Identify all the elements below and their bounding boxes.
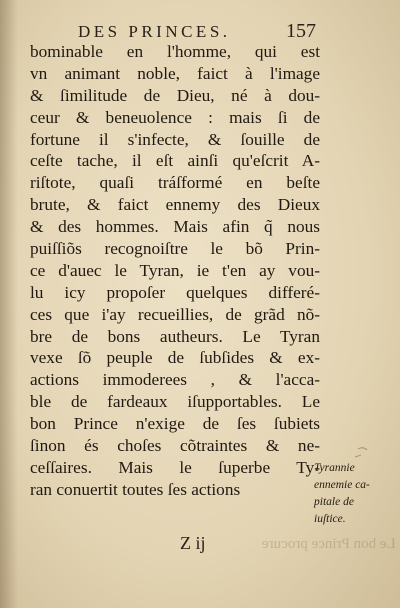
text-line: ran conuertit toutes ſes actions bbox=[30, 479, 241, 499]
text-line: & ſimilitude de Dieu, né à dou- bbox=[30, 85, 320, 105]
text-line: ceſſaires. Mais le ſuperbe Ty- bbox=[30, 457, 320, 477]
margin-note-line: iuſtice. bbox=[314, 513, 346, 525]
text-line: vexe ſõ peuple de ſubſides & ex- bbox=[30, 348, 320, 368]
text-line: puiſſiõs recognoiſtre le bõ Prin- bbox=[30, 239, 320, 259]
text-line: brute, & faict ennemy des Dieux bbox=[30, 195, 320, 215]
text-line: actions immoderees , & l'acca- bbox=[30, 370, 320, 390]
margin-note-line: pitale de bbox=[314, 496, 354, 508]
text-line: & des hommes. Mais afin q̃ nous bbox=[30, 217, 320, 237]
body-text bbox=[30, 41, 320, 501]
text-line: bre de bons autheurs. Le Tyran bbox=[30, 326, 320, 346]
text-line: ceſte tache, il eſt ainſi qu'eſcrit A- bbox=[30, 151, 320, 171]
text-line: bominable en l'homme, qui est bbox=[30, 42, 320, 61]
page-number: 157 bbox=[286, 20, 316, 42]
text-line: riſtote, quaſi tráſformé en beſte bbox=[30, 173, 320, 193]
text-line: ce d'auec le Tyran, ie t'en ay vou- bbox=[30, 260, 320, 280]
bleed-through-text: Le bon Prince procure bbox=[262, 536, 396, 552]
running-title: DES PRINCES. bbox=[78, 22, 231, 41]
margin-note-line: Tyrannie bbox=[314, 462, 355, 474]
text-line: ceur & beneuolence : mais ſi de bbox=[30, 107, 320, 127]
signature-mark: Z ij bbox=[180, 533, 206, 553]
text-line: vn animant noble, faict à l'image bbox=[30, 63, 320, 83]
text-line: ſinon és choſes cõtraintes & ne- bbox=[30, 436, 320, 456]
margin-note bbox=[314, 460, 394, 528]
text-line: bon Prince n'exige de ſes ſubiets bbox=[30, 414, 320, 434]
text-line: fortune il s'infecte, & ſouille de bbox=[30, 129, 320, 149]
text-line: lu icy propoſer quelques differé- bbox=[30, 282, 320, 302]
text-line: ces que i'ay recueillies, de grãd nõ- bbox=[30, 304, 320, 324]
gutter-shadow bbox=[0, 0, 18, 608]
margin-note-line: ennemie ca- bbox=[314, 479, 370, 491]
text-line: ble de fardeaux iſupportables. Le bbox=[30, 392, 320, 412]
